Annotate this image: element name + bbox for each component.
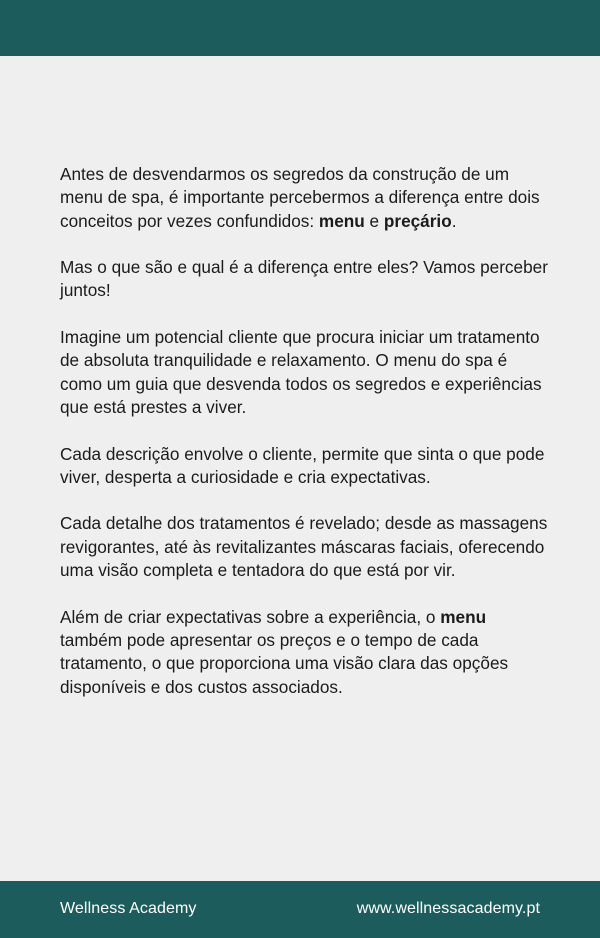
conjunction: e: [364, 210, 384, 231]
paragraph-6-start: Além de criar expectativas sobre a experiência, o: [60, 606, 441, 627]
paragraph-1: [60, 163, 550, 233]
header-band: [0, 0, 600, 56]
paragraph-4: Cada descrição envolve o cliente, permite que sinta o que pode viver, desperta a curiosidade e cria expectativas.: [60, 443, 545, 487]
paragraph-1-text: Antes de desvendarmos os segredos da construção de um menu de spa, é importante percebermos a diferença entre dois conceitos por vezes confundidos:: [60, 164, 540, 231]
paragraph-6: [60, 606, 550, 699]
paragraph-2: Mas o que são e qual é a diferença entre eles? Vamos perceber juntos!: [60, 257, 548, 301]
footer-url[interactable]: www.wellnessacademy.pt: [356, 900, 540, 917]
paragraph-6-rest: também pode apresentar os preços e o tempo de cada tratamento, o que proporciona uma visão clara das opções disponíveis e dos custos associados.: [60, 629, 509, 697]
article-body: [60, 163, 550, 722]
paragraph-1-end: .: [451, 210, 457, 231]
term-menu-2: menu: [440, 606, 487, 627]
term-menu: menu: [318, 210, 365, 231]
footer-band: [0, 881, 600, 938]
paragraph-5: Cada detalhe dos tratamentos é revelado; desde as massagens revigorantes, até às revitalizantes máscaras faciais, oferecendo uma visão completa e tentadora do que está por vir.: [60, 513, 548, 581]
term-precario: preçário: [383, 210, 452, 231]
footer-brand: Wellness Academy: [60, 900, 197, 917]
paragraph-3: Imagine um potencial cliente que procura iniciar um tratamento de absoluta tranquilidade e relaxamento. O menu do spa é como um guia que desvenda todos os segredos e experiências que está prestes a viver.: [60, 327, 542, 417]
